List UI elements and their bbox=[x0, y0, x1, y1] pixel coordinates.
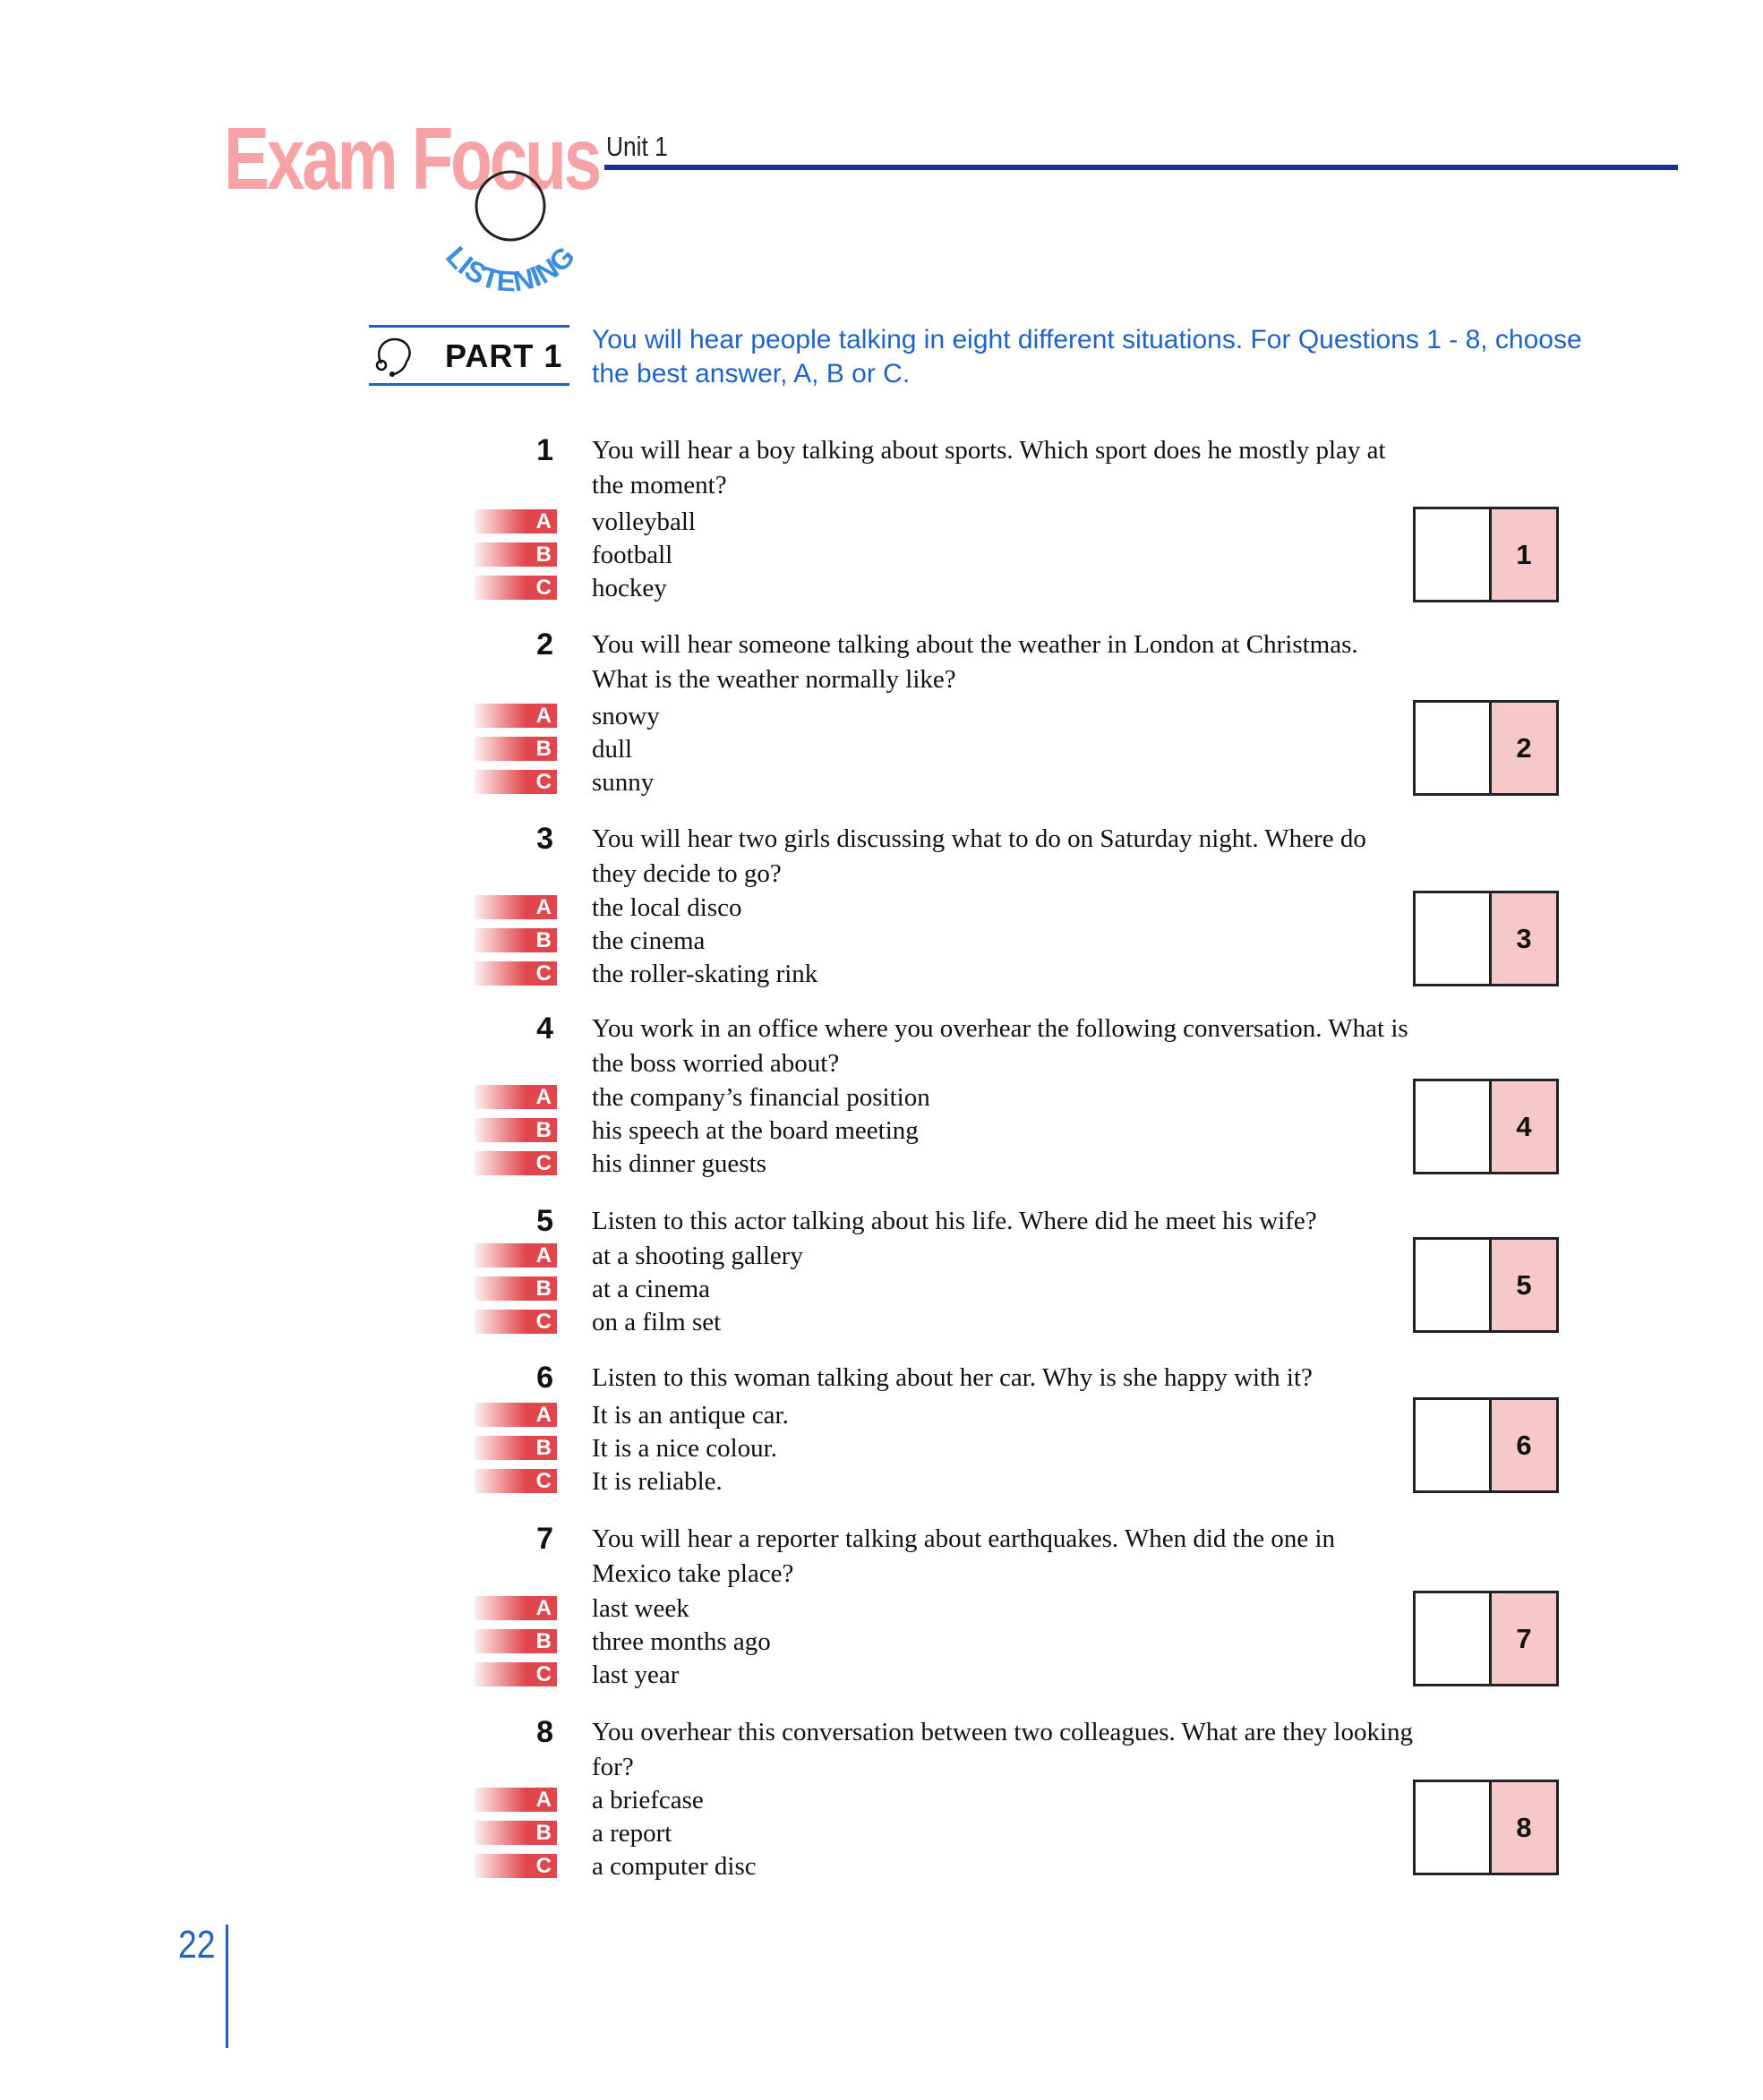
option-text: snowy bbox=[592, 702, 660, 730]
option-text: on a film set bbox=[592, 1308, 722, 1336]
option-letter-badge: A bbox=[475, 1788, 557, 1812]
question-stem: You will hear someone talking about the weather in London at Christmas. What is the weather normally like? bbox=[592, 630, 1358, 694]
option-text: hockey bbox=[592, 574, 667, 602]
unit-label: Unit 1 bbox=[606, 131, 668, 162]
option-letter-badge: B bbox=[475, 928, 557, 952]
answer-input-cell[interactable] bbox=[1416, 703, 1492, 793]
option-text: a computer disc bbox=[592, 1852, 757, 1881]
answer-box[interactable] bbox=[1413, 891, 1559, 986]
listening-logo-graphic bbox=[421, 161, 600, 295]
option-letter-badge: A bbox=[475, 509, 557, 534]
option-letter-badge: C bbox=[475, 1854, 557, 1878]
question-number: 1 bbox=[536, 433, 553, 467]
question-number: 8 bbox=[536, 1715, 553, 1749]
option-letter-badge: A bbox=[475, 895, 557, 919]
option-letter-badge: B bbox=[475, 542, 557, 567]
option-text: It is a nice colour. bbox=[592, 1434, 777, 1463]
answer-box[interactable] bbox=[1413, 1079, 1559, 1174]
option-text: at a shooting gallery bbox=[592, 1242, 803, 1270]
logo-circle-icon bbox=[476, 172, 544, 240]
option-text: last week bbox=[592, 1594, 689, 1623]
option-letter-badge: B bbox=[475, 1629, 557, 1653]
option-text: a briefcase bbox=[592, 1786, 704, 1814]
option-text: It is an antique car. bbox=[592, 1401, 789, 1430]
question-stem: You work in an office where you overhear the following conversation. What is the boss worried about? bbox=[592, 1014, 1408, 1078]
option-text: his dinner guests bbox=[592, 1149, 766, 1178]
option-letter-badge: C bbox=[475, 961, 557, 986]
answer-box-number: 7 bbox=[1492, 1593, 1556, 1684]
question-stem: You overhear this conversation between two colleagues. What are they looking for? bbox=[592, 1718, 1414, 1781]
option-letter-badge: B bbox=[475, 1821, 557, 1845]
option-text: dull bbox=[592, 735, 633, 764]
option-text: the company’s financial position bbox=[592, 1083, 930, 1112]
answer-box[interactable] bbox=[1413, 700, 1559, 796]
part-label: PART 1 bbox=[445, 337, 563, 374]
option-letter-badge: C bbox=[475, 1469, 557, 1493]
option-letter-badge: A bbox=[475, 1596, 557, 1620]
option-letter-badge: C bbox=[475, 576, 557, 600]
question-number: 2 bbox=[536, 627, 553, 662]
option-text: a report bbox=[592, 1819, 672, 1848]
question-number: 4 bbox=[536, 1012, 553, 1046]
answer-input-cell[interactable] bbox=[1416, 1782, 1492, 1873]
answer-input-cell[interactable] bbox=[1416, 509, 1492, 600]
option-text: at a cinema bbox=[592, 1275, 711, 1303]
option-letter-badge: A bbox=[475, 1403, 557, 1427]
answer-box[interactable] bbox=[1413, 1780, 1559, 1875]
answer-box-number: 1 bbox=[1492, 509, 1556, 600]
answer-input-cell[interactable] bbox=[1416, 893, 1492, 984]
question-number: 3 bbox=[536, 822, 553, 856]
answer-input-cell[interactable] bbox=[1416, 1240, 1492, 1330]
page-number-rule bbox=[226, 1925, 228, 2048]
question-stem: You will hear two girls discussing what to do on Saturday night. Where do they decide to go? bbox=[592, 824, 1366, 888]
answer-input-cell[interactable] bbox=[1416, 1400, 1492, 1490]
answer-box-number: 3 bbox=[1492, 893, 1556, 984]
question-stem: Listen to this woman talking about her car. Why is she happy with it? bbox=[592, 1363, 1313, 1392]
page-number: 22 bbox=[178, 1923, 216, 1967]
part-heading bbox=[369, 325, 569, 386]
option-letter-badge: C bbox=[475, 1662, 557, 1686]
answer-box[interactable] bbox=[1413, 1237, 1559, 1333]
option-letter-badge: A bbox=[475, 1085, 557, 1109]
option-letter-badge: C bbox=[475, 770, 557, 794]
option-text: football bbox=[592, 541, 673, 569]
answer-input-cell[interactable] bbox=[1416, 1593, 1492, 1684]
answer-input-cell[interactable] bbox=[1416, 1081, 1492, 1172]
option-letter-badge: B bbox=[475, 1276, 557, 1301]
option-letter-badge: A bbox=[475, 1243, 557, 1268]
answer-box-number: 2 bbox=[1492, 703, 1556, 793]
option-letter-badge: B bbox=[475, 737, 557, 761]
option-letter-badge: A bbox=[475, 704, 557, 728]
option-letter-badge: C bbox=[475, 1151, 557, 1175]
option-text: last year bbox=[592, 1660, 680, 1689]
option-text: the local disco bbox=[592, 893, 742, 922]
question-stem: You will hear a reporter talking about earthquakes. When did the one in Mexico take place? bbox=[592, 1524, 1336, 1588]
option-text: sunny bbox=[592, 768, 655, 797]
logo-subtitle: LISTENING bbox=[440, 239, 581, 295]
option-text: three months ago bbox=[592, 1627, 771, 1656]
option-text: the cinema bbox=[592, 926, 706, 955]
question-number: 5 bbox=[536, 1204, 553, 1238]
option-letter-badge: B bbox=[475, 1118, 557, 1142]
exam-focus-logo-title: Exam Focus bbox=[224, 109, 600, 208]
option-text: volleyball bbox=[592, 508, 696, 536]
question-stem: Listen to this actor talking about his life. Where did he meet his wife? bbox=[592, 1207, 1317, 1235]
question-number: 6 bbox=[536, 1361, 553, 1395]
answer-box[interactable] bbox=[1413, 1397, 1559, 1493]
option-text: the roller-skating rink bbox=[592, 960, 818, 988]
option-letter-badge: C bbox=[475, 1310, 557, 1334]
answer-box-number: 6 bbox=[1492, 1400, 1556, 1490]
headphones-icon bbox=[372, 335, 417, 380]
answer-box-number: 5 bbox=[1492, 1240, 1556, 1330]
question-number: 7 bbox=[536, 1522, 553, 1556]
answer-box[interactable] bbox=[1413, 507, 1559, 602]
option-letter-badge: B bbox=[475, 1436, 557, 1460]
answer-box-number: 4 bbox=[1492, 1081, 1556, 1172]
unit-rule bbox=[604, 165, 1678, 170]
answer-box[interactable] bbox=[1413, 1591, 1559, 1686]
instructions: You will hear people talking in eight different situations. For Questions 1 - 8, choose the best answer, A, B or C. bbox=[592, 325, 1582, 388]
option-text: It is reliable. bbox=[592, 1467, 723, 1496]
answer-box-number: 8 bbox=[1492, 1782, 1556, 1873]
option-text: his speech at the board meeting bbox=[592, 1116, 919, 1145]
question-stem: You will hear a boy talking about sports. Which sport does he mostly play at the moment? bbox=[592, 436, 1386, 499]
